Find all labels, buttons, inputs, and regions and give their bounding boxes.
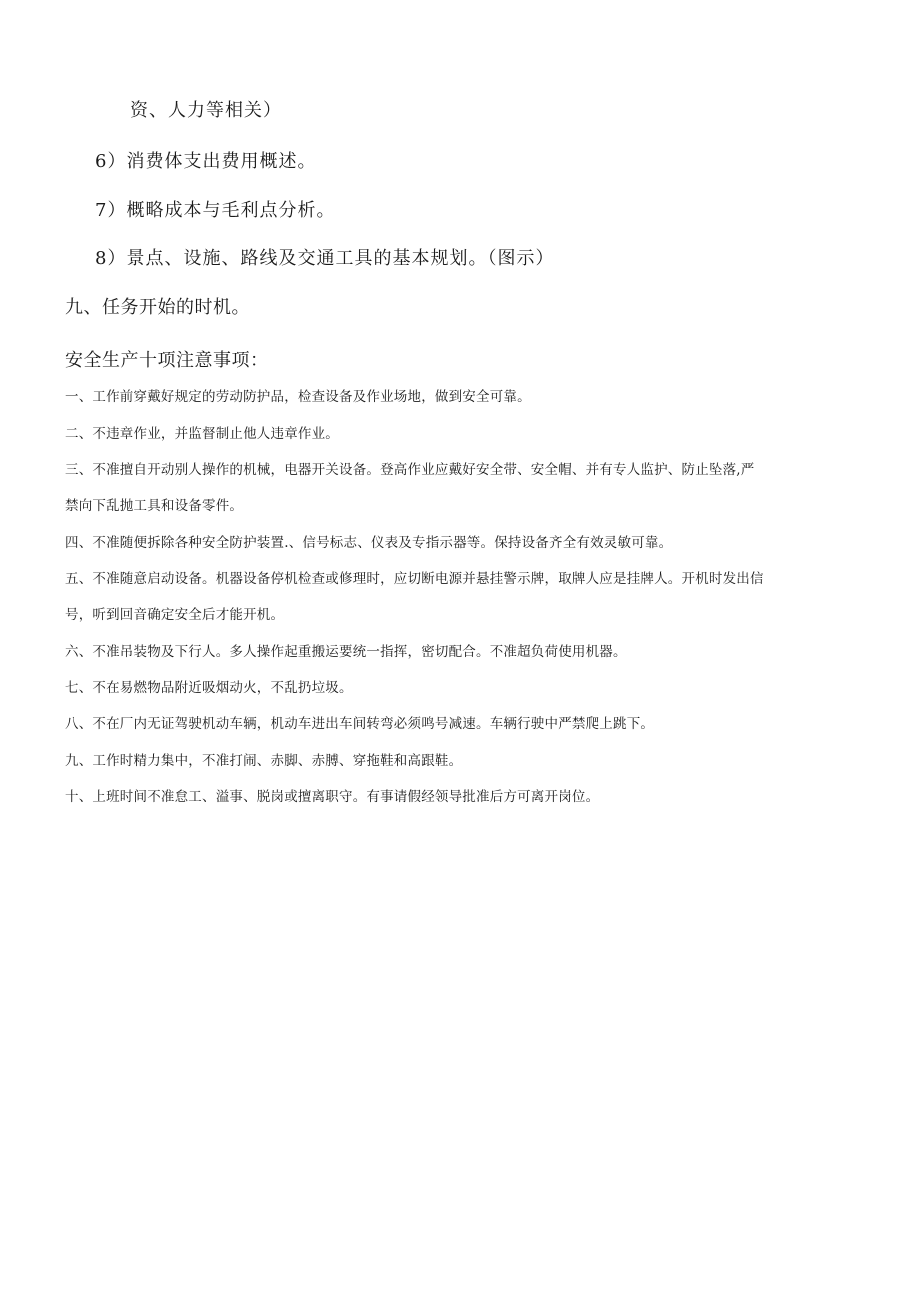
safety-rule-10: 十、上班时间不准怠工、溢事、脱岗或擅离职守。有事请假经领导批准后方可离开岗位。: [65, 789, 600, 805]
safety-rule-2: 二、不违章作业，并监督制止他人违章作业。: [65, 426, 339, 442]
safety-rule-3-continued: 禁向下乱抛工具和设备零件。: [65, 498, 244, 514]
section-nine-heading: 九、任务开始的时机。: [65, 297, 250, 318]
list-item-8: 8）景点、设施、路线及交通工具的基本规划。（图示）: [95, 248, 555, 269]
safety-rule-1: 一、工作前穿戴好规定的劳动防护品，检查设备及作业场地，做到安全可靠。: [65, 389, 531, 405]
safety-rule-6: 六、不准吊装物及下行人。多人操作起重搬运要统一指挥，密切配合。不准超负荷使用机器。: [65, 644, 627, 660]
safety-rule-3: 三、不准擅自开动别人操作的机械，电器开关设备。登高作业应戴好安全带、安全帽、并有专人监护、防止坠落,严: [65, 462, 755, 478]
safety-rule-5: 五、不准随意启动设备。机器设备停机检查或修理时，应切断电源并悬挂警示牌，取牌人应是挂牌人。开机时发出信: [65, 571, 764, 587]
safety-rule-5-continued: 号，听到回音确定安全后才能开机。: [65, 607, 285, 623]
list-continuation: 资、人力等相关）: [130, 100, 282, 121]
safety-rule-9: 九、工作时精力集中，不准打闹、赤脚、赤膊、穿拖鞋和高跟鞋。: [65, 753, 463, 769]
list-item-7: 7）概略成本与毛利点分析。: [95, 200, 336, 221]
safety-rule-4: 四、不准随便拆除各种安全防护装置.、信号标志、仪表及专指示器等。保持设备齐全有效灵敏可靠。: [65, 535, 673, 551]
safety-rule-7: 七、不在易燃物品附近吸烟动火，不乱扔垃圾。: [65, 680, 353, 696]
safety-title: 安全生产十项注意事项：: [65, 350, 269, 371]
list-item-6: 6）消费体支出费用概述。: [95, 151, 317, 172]
safety-rule-8: 八、不在厂内无证驾驶机动车辆，机动车进出车间转弯必须鸣号减速。车辆行驶中严禁爬上跳下。: [65, 716, 655, 732]
